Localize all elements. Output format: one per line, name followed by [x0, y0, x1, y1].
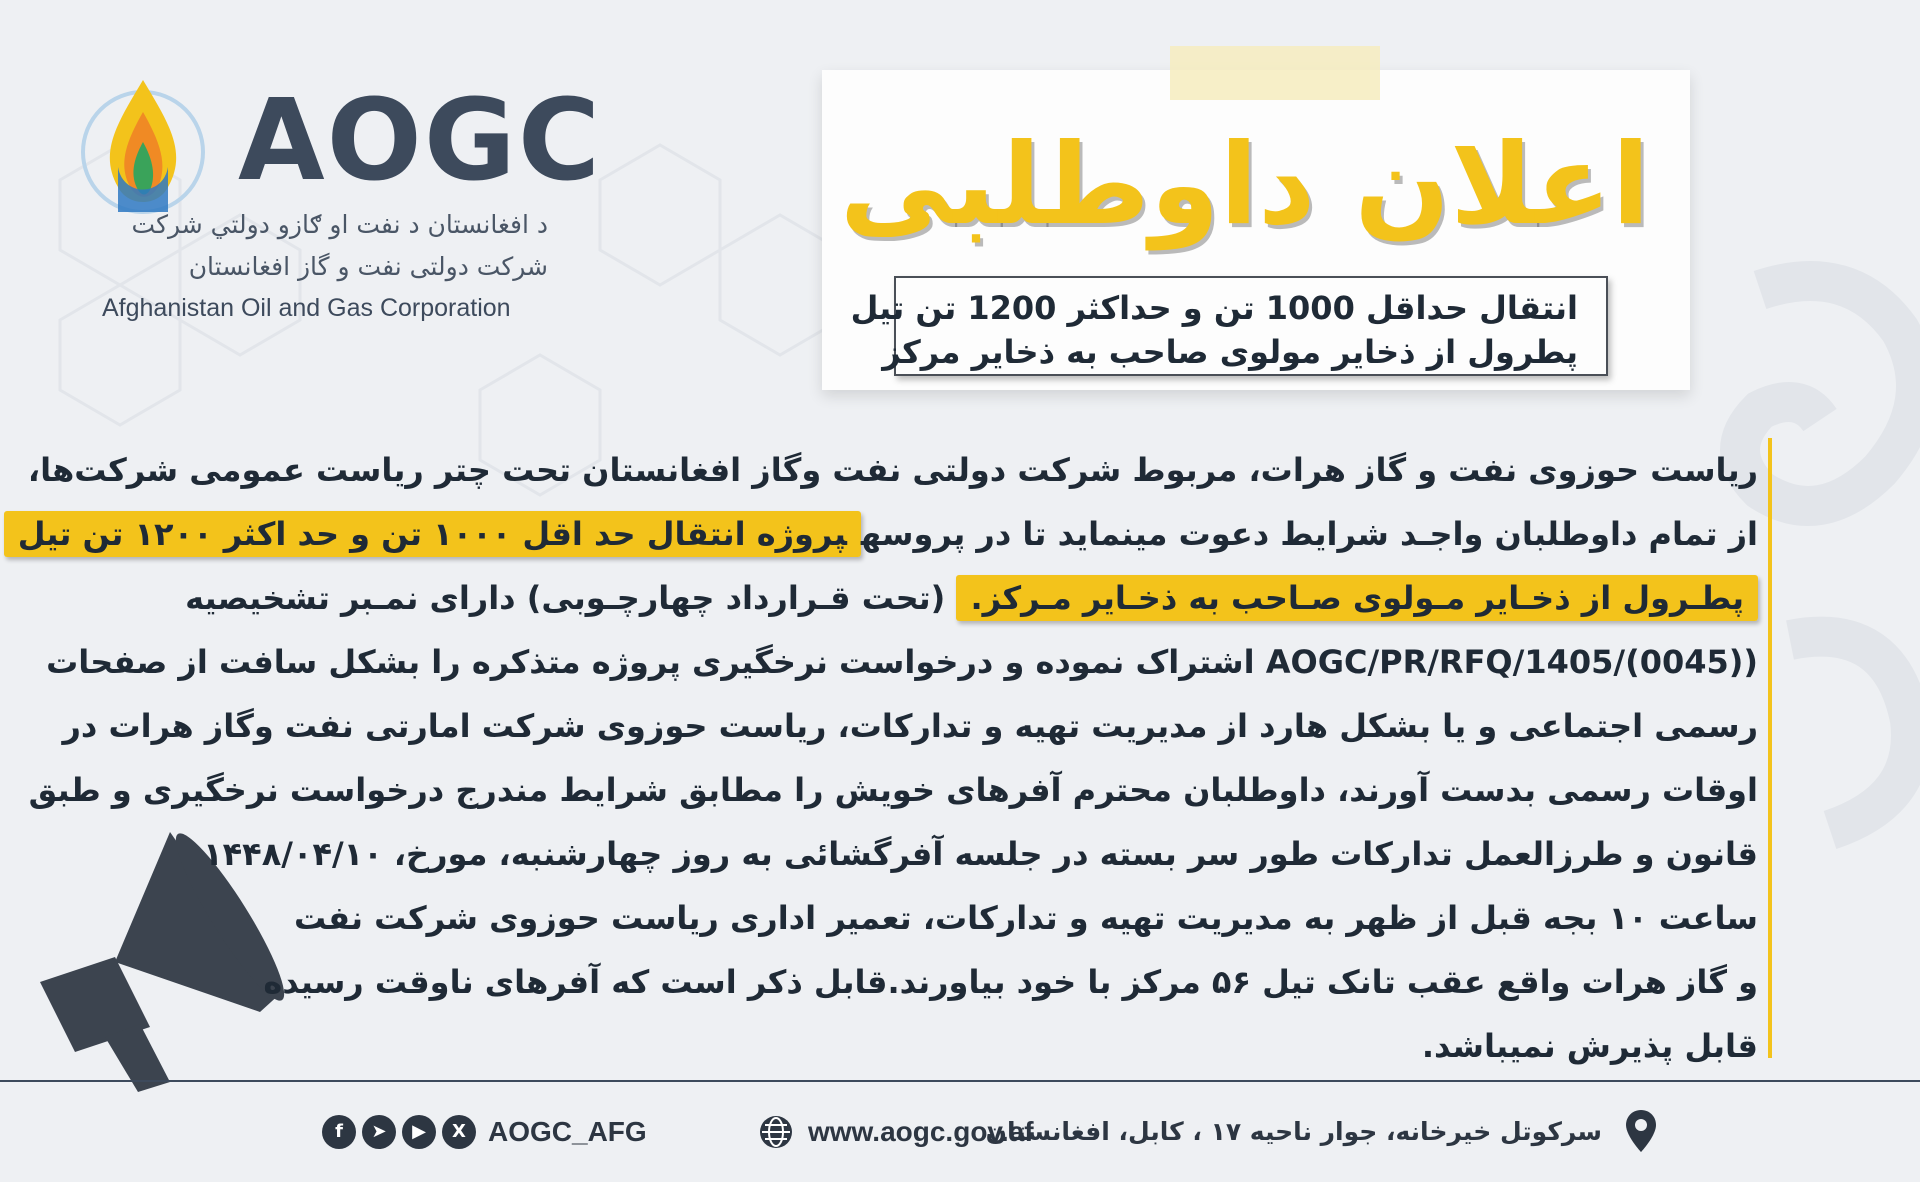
title-subtitle-box — [850, 276, 1608, 376]
logo-subtitle-pashto: د افغانستان د نفت او ګازو دولتي شرکت — [131, 210, 548, 239]
body-line: ریاست حوزوی نفت و گاز هرات، مربوط شرکت دولتی نفت وگاز افغانستان تحت چتر ریاست عمومی شرکت‌ها، — [27, 451, 1758, 489]
body-line: اوقات رسمی بدست آورند، داوطلبان محترم آفرهای خویش را مطابق شرایط مندرج درخواست نرخگیری و طبق — [28, 771, 1758, 809]
footer-divider — [0, 1080, 1920, 1082]
body-text-segment: (تحت قـرارداد چهارچـوبی) دارای نمـبر تشخیصیه — [185, 579, 946, 617]
aogc-logo — [78, 72, 603, 332]
telegram-icon[interactable]: ➤ — [362, 1115, 396, 1149]
body-line: قابل پذیرش نمیباشد. — [1421, 1027, 1758, 1065]
body-line — [48, 566, 1758, 630]
logo-english-name: Afghanistan Oil and Gas Corporation — [102, 294, 511, 322]
body-line: رسمی اجتماعی و یا بشکل هارد از مدیریت تهیه و تدارکات، ریاست حوزوی شرکت امارتی نفت وگاز هرات در — [62, 707, 1758, 745]
website-link[interactable]: www.aogc.gov.af — [808, 1116, 1034, 1147]
youtube-icon[interactable]: ▶ — [402, 1115, 436, 1149]
page-title: اعلان داوطلبی — [839, 120, 1650, 250]
facebook-icon[interactable]: f — [322, 1115, 356, 1149]
tape-decoration — [1170, 46, 1380, 100]
body-line — [17, 502, 1758, 566]
footer — [0, 1100, 1920, 1164]
social-icons — [322, 1112, 476, 1152]
body-line: (AOGC/PR/RFQ/1405/(0045) اشتراک نموده و درخواست نرخگیری پروژه متذکره را بشکل سافت از صفحات — [46, 643, 1758, 681]
body-line: ساعت ۱۰ بجه قبل از ظهر به مدیریت تهیه و تدارکات، تعمیر اداری ریاست حوزوی شرکت نفت — [294, 899, 1758, 937]
body-line: و گاز هرات واقع عقب تانک تیل ۵۶ مرکز با خود بیاورند.قابل ذکر است که آفرهای ناوقت رسیده — [263, 963, 1758, 1001]
flame-logo-icon — [78, 72, 208, 222]
subtitle-line-1: انتقال حداقل 1000 تن و حداکثر 1200 تن تیل — [850, 289, 1578, 327]
title-paper — [822, 70, 1690, 390]
body-line: قانون و طرزالعمل تدارکات طور سر بسته در جلسه آفرگشائی به روز چهارشنبه، مورخ، ۱۴۴۸/۰۴/۱۰ — [203, 835, 1758, 873]
subtitle-line-2: پطرول از ذخایر مولوی صاحب به ذخایر مرکز — [882, 333, 1578, 371]
logo-subtitle-dari: شرکت دولتی نفت و گاز افغانستان — [188, 252, 548, 281]
body-accent-bar — [1768, 438, 1772, 1058]
highlighted-project-name: پروژه انتقال حد اقل ۱۰۰۰ تن و حد اکثر ۱۲۰۰ تن تیل — [4, 511, 861, 557]
announcement-body — [17, 438, 1772, 1065]
body-text-segment: از تمام داوطلبان واجـد شرایط دعوت مینماید تا در پروسه — [860, 515, 1758, 553]
social-handle[interactable]: AOGC_AFG — [488, 1116, 647, 1147]
location-pin-icon — [1624, 1108, 1658, 1154]
address-text: سرکوتل خیرخانه، جوار ناحیه ۱۷ ، کابل، افغانستان — [985, 1117, 1602, 1146]
x-icon[interactable]: X — [442, 1115, 476, 1149]
globe-icon — [758, 1114, 794, 1150]
brand-name: AOGC — [238, 76, 603, 206]
highlighted-project-route: پطـرول از ذخـایر مـولوی صـاحب به ذخـایر مـرکز. — [956, 575, 1758, 621]
